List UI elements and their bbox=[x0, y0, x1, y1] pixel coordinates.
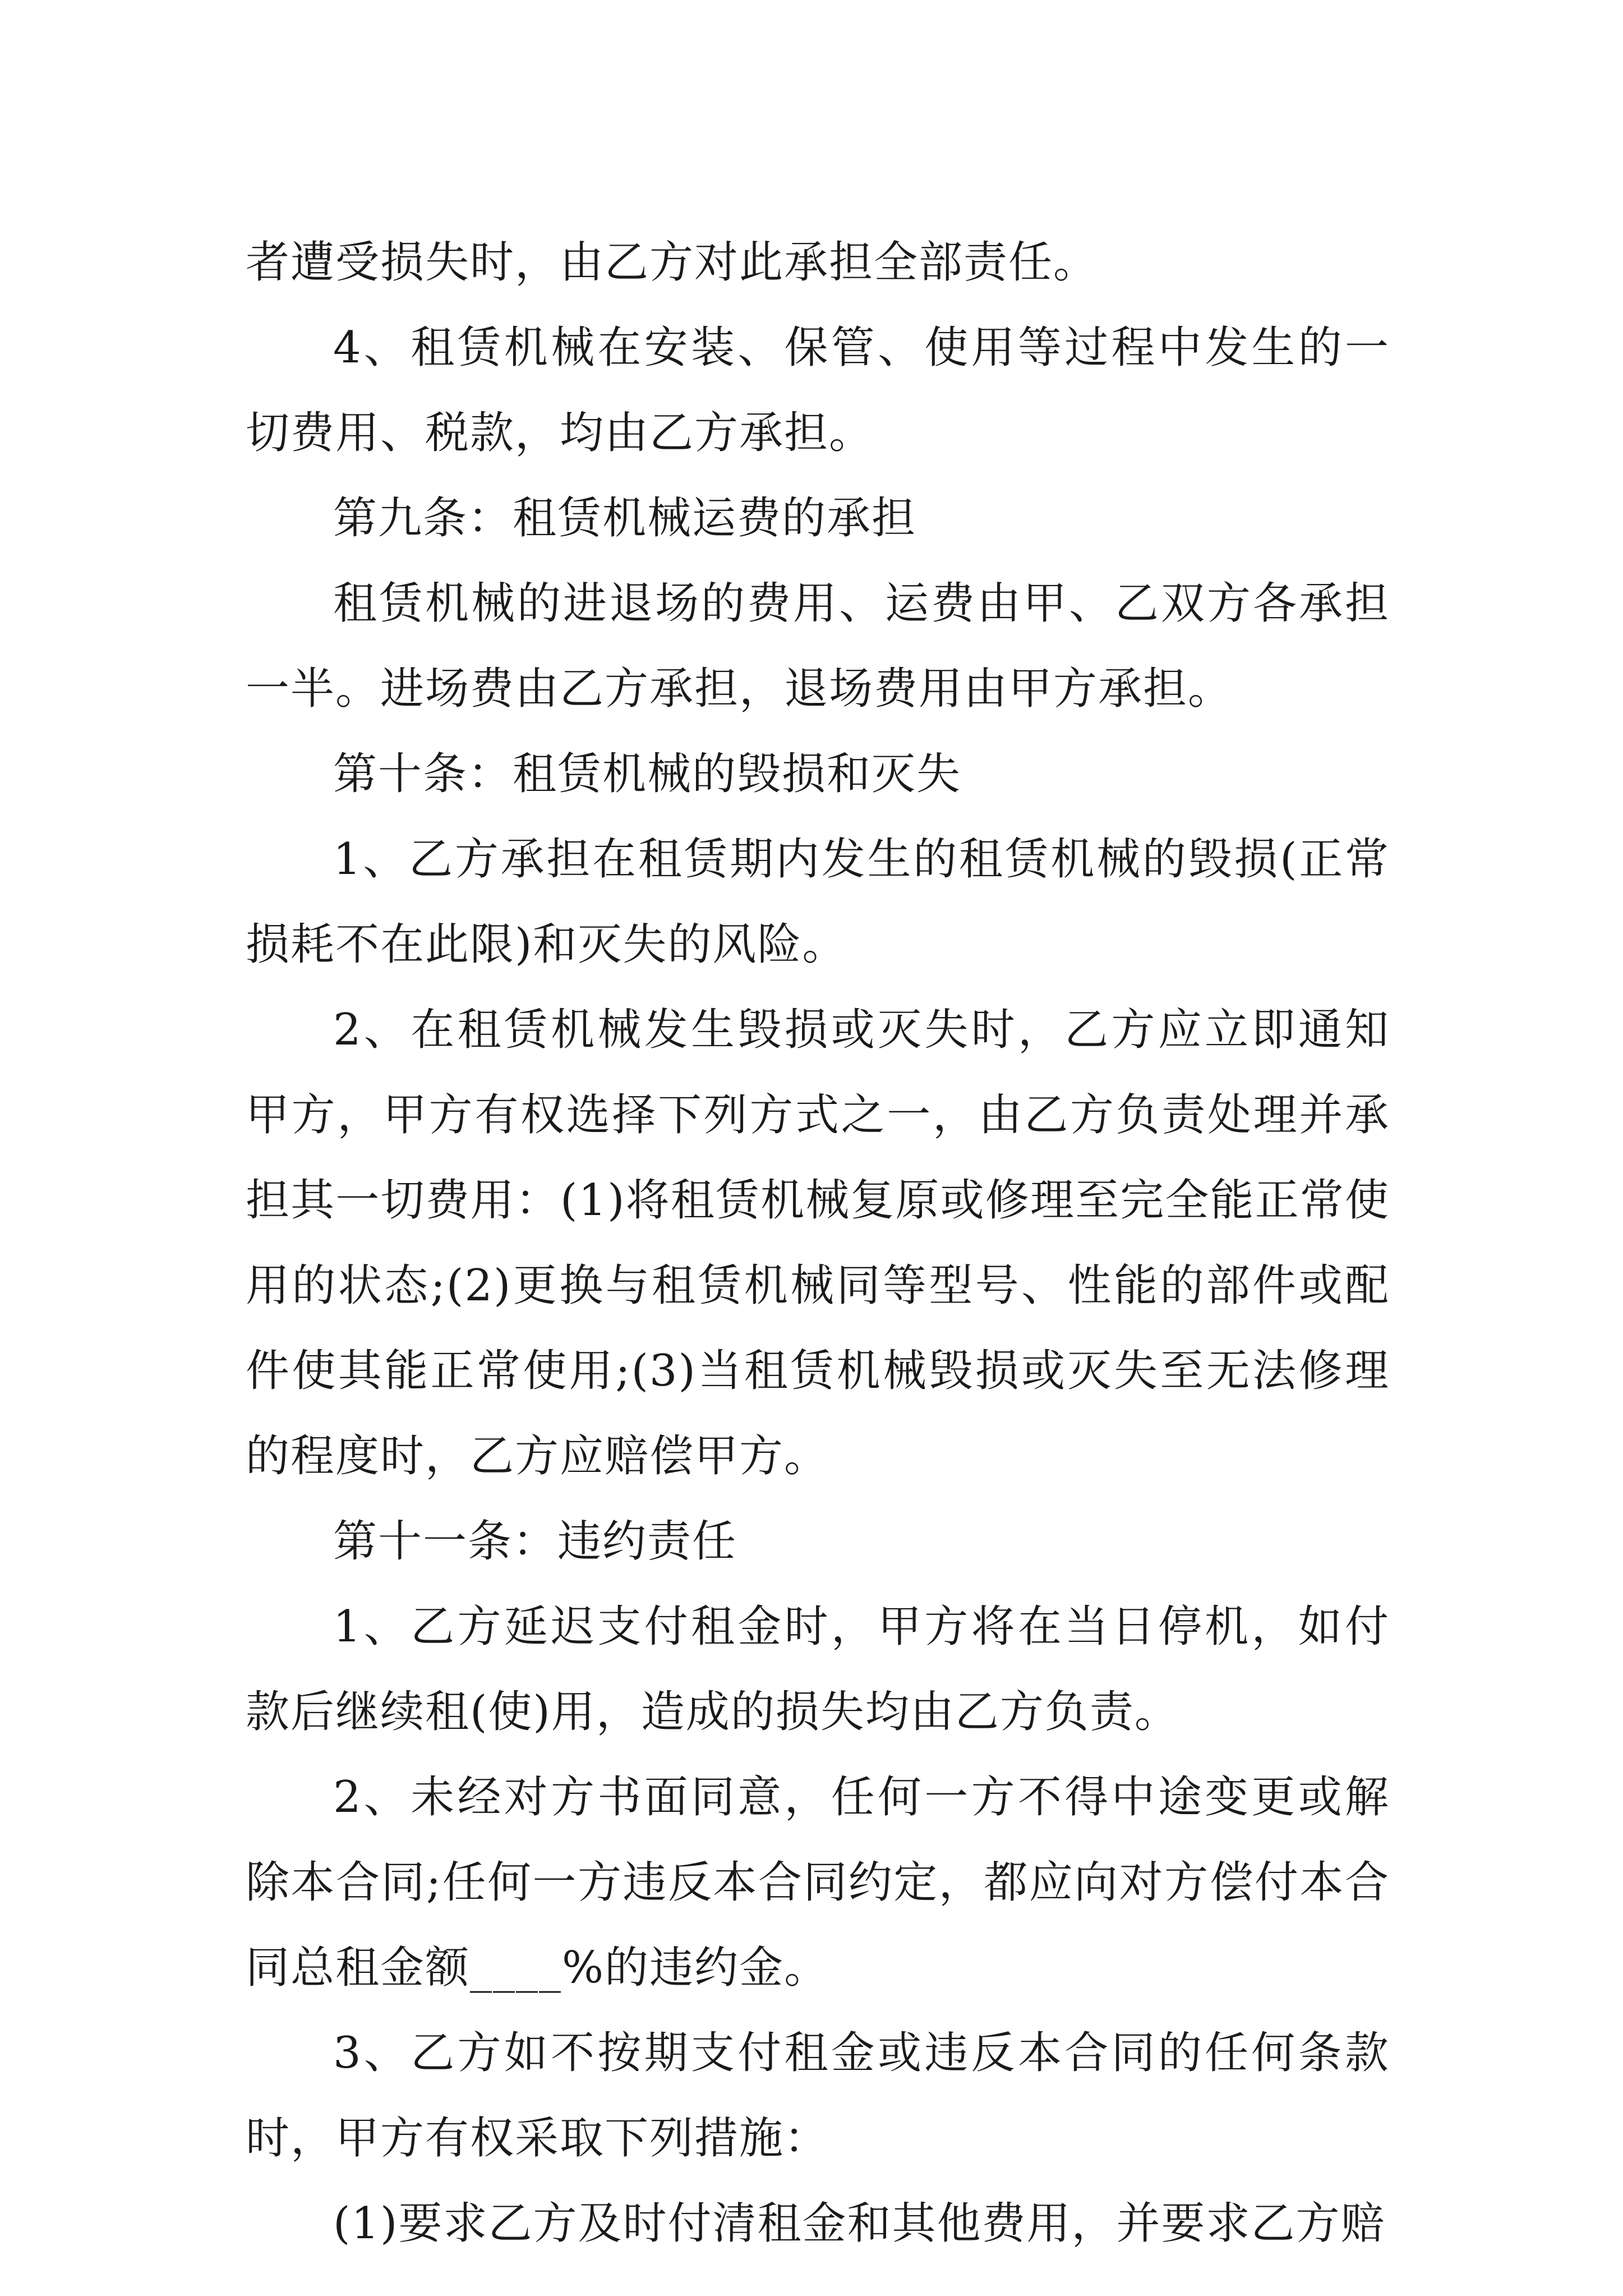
section-heading: 第十条：租赁机械的毁损和灭失 bbox=[333, 749, 962, 799]
paragraph: 1、乙方承担在租赁期内发生的租赁机械的毁损(正常损耗不在此限)和灭失的风险。 bbox=[246, 834, 1390, 970]
paragraph: 租赁机械的进退场的费用、运费由甲、乙双方各承担一半。进场费由乙方承担，退场费用由甲方承担。 bbox=[246, 578, 1390, 714]
paragraph: 2、未经对方书面同意，任何一方不得中途变更或解除本合同;任何一方违反本合同约定，都应向对方偿付本合同总租金额____%的违约金。 bbox=[246, 1772, 1390, 1993]
paragraph: 者遭受损失时，由乙方对此承担全部责任。 bbox=[246, 237, 1099, 288]
document-body bbox=[246, 220, 1390, 2266]
paragraph: 2、在租赁机械发生毁损或灭失时，乙方应立即通知甲方，甲方有权选择下列方式之一，由乙方负责处理并承担其一切费用：(1)将租赁机械复原或修理至完全能正常使用的状态;(2)更换与租赁机械同等型号、性能的部件或配件使其能正常使用;(3)当租赁机械毁损或灭失至无法修理的程度时，乙方应赔偿甲方。 bbox=[246, 1005, 1390, 1481]
paragraph: 4、租赁机械在安装、保管、使用等过程中发生的一切费用、税款，均由乙方承担。 bbox=[246, 323, 1390, 458]
paragraph: (1)要求乙方及时付清租金和其他费用，并要求乙方赔 bbox=[333, 2198, 1386, 2249]
paragraph: 3、乙方如不按期支付租金或违反本合同的任何条款时，甲方有权采取下列措施： bbox=[246, 2028, 1390, 2164]
paragraph: 1、乙方延迟支付租金时，甲方将在当日停机，如付款后继续租(使)用，造成的损失均由乙方负责。 bbox=[246, 1602, 1390, 1737]
section-heading: 第十一条：违约责任 bbox=[333, 1516, 737, 1567]
section-heading: 第九条：租赁机械运费的承担 bbox=[333, 493, 917, 544]
